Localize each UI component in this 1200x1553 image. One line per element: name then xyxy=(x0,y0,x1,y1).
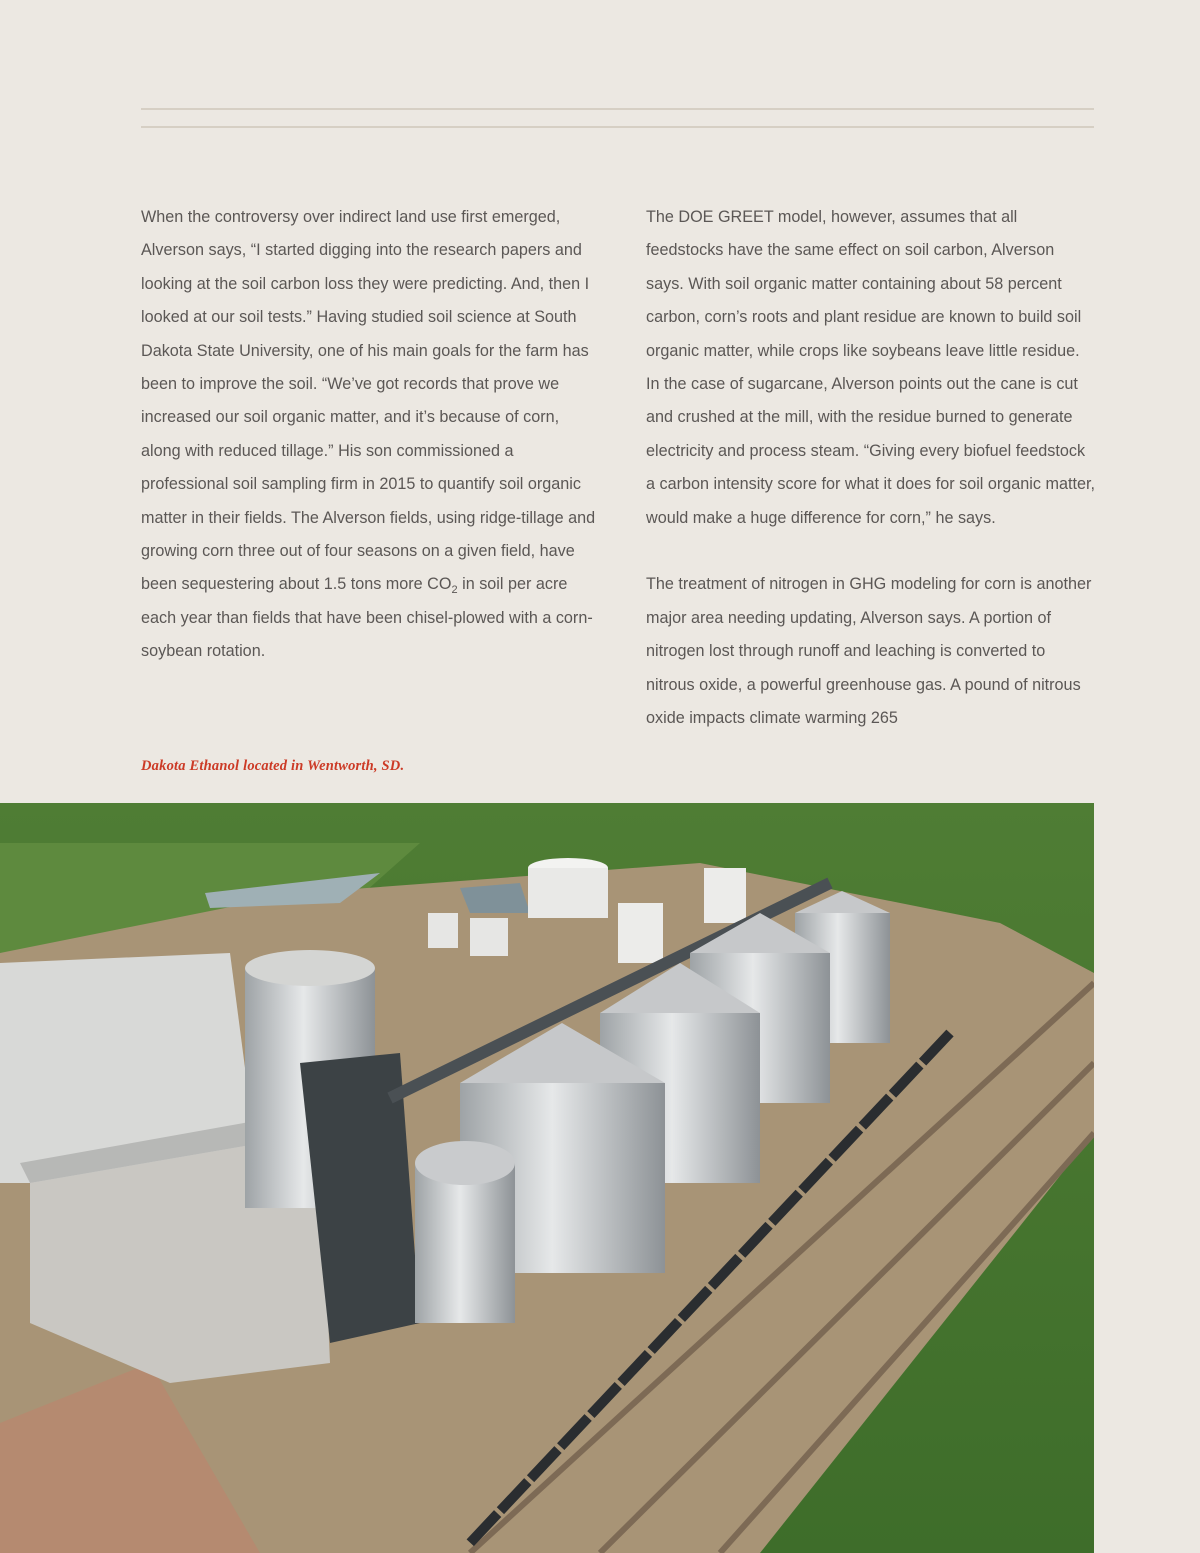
right-column xyxy=(646,201,1096,735)
photo-caption: Dakota Ethanol located in Wentworth, SD. xyxy=(141,758,405,774)
right-paragraph-1: The DOE GREET model, however, assumes that all feedstocks have the same effect on soil carbon, Alverson says. With soil organic matter containing about 58 percent carbon, corn’s roots and plant residue are known to build soil organic matter, while crops like soybeans leave little residue. In the case of sugarcane, Alverson points out the cane is cut and crushed at the mill, with the residue burned to generate electricity and process steam. “Giving every biofuel feedstock a carbon intensity score for what it does for soil organic matter, would make a huge difference for corn,” he says. xyxy=(646,208,1095,527)
ethanol-plant-aerial-photo xyxy=(0,803,1094,1553)
top-rule xyxy=(141,108,1094,110)
right-paragraph-2: The treatment of nitrogen in GHG modeling for corn is another major area needing updating, Alverson says. A portion of nitrogen lost through runoff and leaching is converted to nitrous oxide, a powerful greenhouse gas. A pound of nitrous oxide impacts climate warming 265 xyxy=(646,575,1092,728)
left-paragraph: When the controversy over indirect land use first emerged, Alverson says, “I started digging into the research papers and looking at the soil carbon loss they were predicting. And, then I looked at our soil tests.” Having studied soil science at South Dakota State University, one of his main goals for the farm has been to improve the soil. “We’ve got records that prove we increased our soil organic matter, and it’s because of corn, along with reduced tillage.” His son commissioned a professional soil sampling firm in 2015 to quantify soil organic matter in their fields. The Alverson fields, using ridge-tillage and growing corn three out of four seasons on a given field, have been sequestering about 1.5 tons more $CO_2$ in soil per acre each year than fields that have been chisel-plowed with a corn-soybean rotation. xyxy=(141,208,596,661)
second-rule xyxy=(141,126,1094,128)
left-column xyxy=(141,201,596,669)
co2-subscript: 2 xyxy=(451,584,458,597)
